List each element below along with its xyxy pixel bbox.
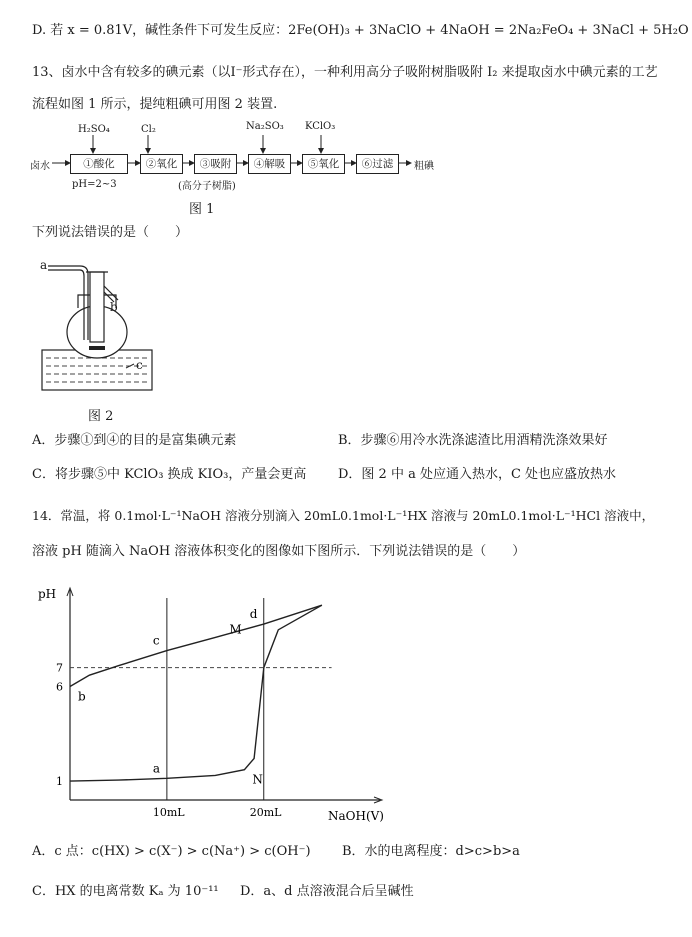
point-label-c: c <box>152 633 160 648</box>
chart-series <box>70 605 322 781</box>
q13-option-b: B．步骤⑥用冷水洗涤滤渣比用酒精洗涤效果好 <box>338 433 608 448</box>
y-tick-label: 1 <box>56 775 63 789</box>
series-line-2 <box>70 605 322 781</box>
reagent-h2so4: H₂SO₄ <box>78 124 110 135</box>
q14-stem-line2: 溶液 pH 随滴入 NaOH 溶液体积变化的图像如下图所示．下列说法错误的是（ ） <box>32 544 526 559</box>
flow-step-4: ④解吸 <box>248 154 291 174</box>
point-label-d: d <box>249 607 258 622</box>
point-label-b: b <box>78 689 86 704</box>
y-tick-label: 6 <box>56 680 63 694</box>
flow-step-1: ①酸化 <box>70 154 128 174</box>
chart-axes <box>67 588 382 803</box>
flow-input: 卤水 <box>30 161 50 172</box>
reagent-cl2: Cl₂ <box>141 124 156 135</box>
chart-point-labels <box>78 607 263 787</box>
x-tick-label: 10mL <box>152 806 185 819</box>
x-axis-label: NaOH(V) <box>328 809 384 823</box>
flow-step-2: ②氧化 <box>140 154 183 174</box>
point-label-a: a <box>152 761 161 776</box>
point-label-N: N <box>252 772 263 787</box>
apparatus-label-c: c <box>136 358 143 372</box>
apparatus-label-a: a <box>40 258 48 272</box>
y-axis-label: pH <box>38 587 57 601</box>
flow-output: 粗碘 <box>414 161 434 172</box>
q14-option-c: C．HX 的电离常数 Kₐ 为 10⁻¹¹ <box>32 884 219 899</box>
flow-step-3: ③吸附 <box>194 154 237 174</box>
q13-option-d: D．图 2 中 a 处应通入热水，C 处也应盛放热水 <box>338 467 617 482</box>
q14-stem-line1: 14．常温，将 0.1mol·L⁻¹NaOH 溶液分别滴入 20mL0.1mol·L⁻¹HX 溶液与 20mL0.1mol·L⁻¹HCl 溶液中， <box>32 508 655 523</box>
q13-stem-line2: 流程如图 1 所示，提纯粗碘可用图 2 装置. <box>32 97 278 112</box>
x-tick-label: 20mL <box>249 806 282 819</box>
q13-option-a: A．步骤①到④的目的是富集碘元素 <box>32 433 237 448</box>
y-tick-label: 7 <box>56 661 63 675</box>
q13-question: 下列说法错误的是（ ） <box>32 225 189 240</box>
apparatus-diagram <box>34 250 174 400</box>
flow-note-ph: pH=2~3 <box>72 179 117 190</box>
q14-option-b: B．水的电离程度：d>c>b>a <box>342 844 520 859</box>
flow-step-5: ⑤氧化 <box>302 154 345 174</box>
ph-titration-chart <box>24 580 404 830</box>
chart-ticks <box>56 662 282 819</box>
q14-option-d: D．a、d 点溶液混合后呈碱性 <box>240 884 414 899</box>
q13-option-c: C．将步骤⑤中 KClO₃ 换成 KIO₃，产量会更高 <box>32 467 307 482</box>
q13-stem-line1: 13、卤水中含有较多的碘元素（以I⁻形式存在），一种利用高分子吸附树脂吸附 I₂ 来提取卤水中碘元素的工艺 <box>32 65 658 80</box>
q12-option-d: D. 若 x = 0.81V，碱性条件下可发生反应：2Fe(OH)₃ + 3NaClO + 4NaOH = 2Na₂FeO₄ + 3NaCl + 5H₂O <box>32 23 689 38</box>
reagent-na2so3: Na₂SO₃ <box>246 121 284 132</box>
fig1-caption: 图 1 <box>189 202 215 217</box>
q14-option-a: A．c 点：c(HX) > c(X⁻) > c(Na⁺) > c(OH⁻) <box>32 844 311 859</box>
flow-step-6: ⑥过滤 <box>356 154 399 174</box>
fig2-caption: 图 2 <box>88 409 114 424</box>
flow-note-resin: (高分子树脂) <box>178 181 236 192</box>
point-label-M: M <box>229 622 242 637</box>
apparatus-label-b: b <box>110 300 118 314</box>
reagent-kclo3: KClO₃ <box>305 121 336 132</box>
series-line-1 <box>70 605 322 686</box>
